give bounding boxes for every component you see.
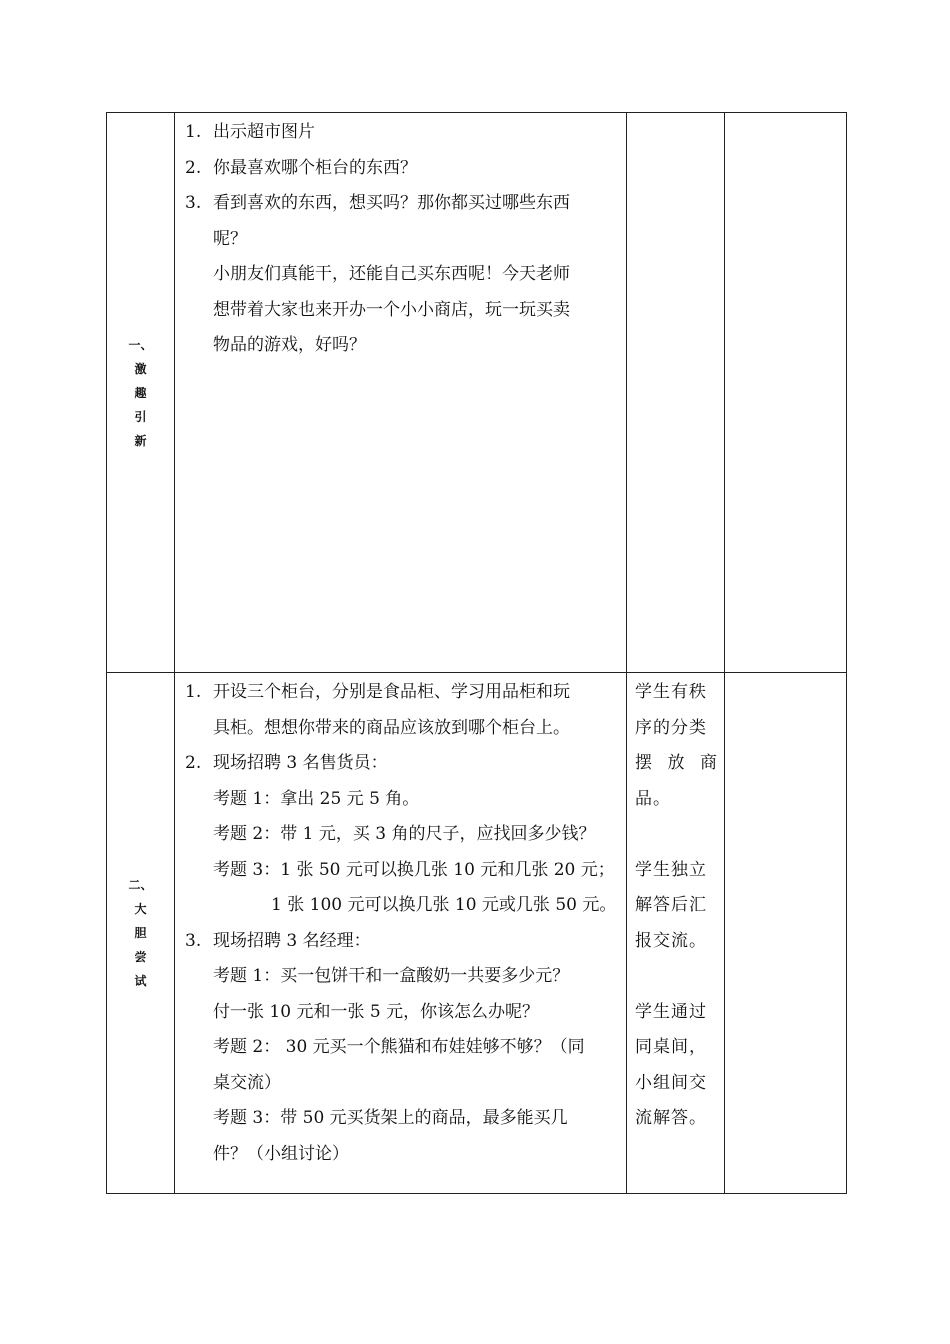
table-row — [107, 113, 847, 673]
text-line: 摆 放 商 — [635, 753, 718, 773]
stage-title: 一、 激 趣 引 新 — [128, 337, 153, 448]
stage-cell — [107, 113, 175, 673]
note-cell — [725, 113, 847, 673]
list-item: 3. 看到喜欢的东西，想买吗？那你都买过哪些东西 — [185, 193, 570, 213]
text-line: 呢？ — [213, 228, 247, 249]
content-cell — [175, 113, 627, 673]
note-cell — [725, 673, 847, 1194]
text-line: 具柜。想想你带来的商品应该放到哪个柜台上。 — [213, 717, 570, 738]
lesson-plan-table — [106, 112, 847, 1194]
stage-cell — [107, 673, 175, 1194]
question-line: 考题 3：1 张 50 元可以换几张 10 元和几张 20 元； — [213, 859, 615, 880]
question-line: 1 张 100 元可以换几张 10 元或几张 50 元。 — [271, 895, 617, 915]
question-line: 考题 2：带 1 元，买 3 角的尺子，应找回多少钱？ — [213, 824, 596, 844]
question-line: 考题 1：拿出 25 元 5 角。 — [213, 788, 420, 809]
student-activity: 学生有秩 序的分类 摆 放 商 品。 学生独立 解答后汇 报交流。 学生通过 同桌间， 小组间交 流解答。 — [635, 682, 718, 1128]
list-item: 1. 开设三个柜台，分别是食品柜、学习用品柜和玩 — [185, 682, 570, 702]
list-item: 2. 现场招聘 3 名售货员： — [185, 753, 388, 773]
table-row — [107, 673, 847, 1194]
question-line: 件？（小组讨论） — [213, 1143, 349, 1164]
stage-title: 二、 大 胆 尝 试 — [128, 878, 153, 988]
content-list — [175, 673, 626, 1172]
list-item: 1. 出示超市图片 — [185, 122, 315, 142]
question-line: 考题 3：带 50 元买货架上的商品，最多能买几 — [213, 1108, 568, 1128]
question-line: 考题 2： 30 元买一个熊猫和布娃娃够不够？（同 — [213, 1037, 585, 1057]
list-item: 3. 现场招聘 3 名经理： — [185, 930, 371, 951]
list-item: 2. 你最喜欢哪个柜台的东西？ — [185, 157, 417, 178]
question-line: 付一张 10 元和一张 5 元，你该怎么办呢？ — [213, 1001, 540, 1022]
text-line: 物品的游戏，好吗？ — [213, 335, 366, 355]
question-line: 考题 1：买一包饼干和一盒酸奶一共要多少元？ — [213, 966, 570, 986]
question-line: 桌交流） — [213, 1072, 281, 1093]
activity-cell — [627, 673, 725, 1194]
text-line: 想带着大家也来开办一个小小商店，玩一玩买卖 — [213, 299, 570, 320]
content-cell — [175, 673, 627, 1194]
content-list — [175, 113, 626, 364]
text-line: 小朋友们真能干，还能自己买东西呢！今天老师 — [213, 264, 570, 284]
activity-cell — [627, 113, 725, 673]
